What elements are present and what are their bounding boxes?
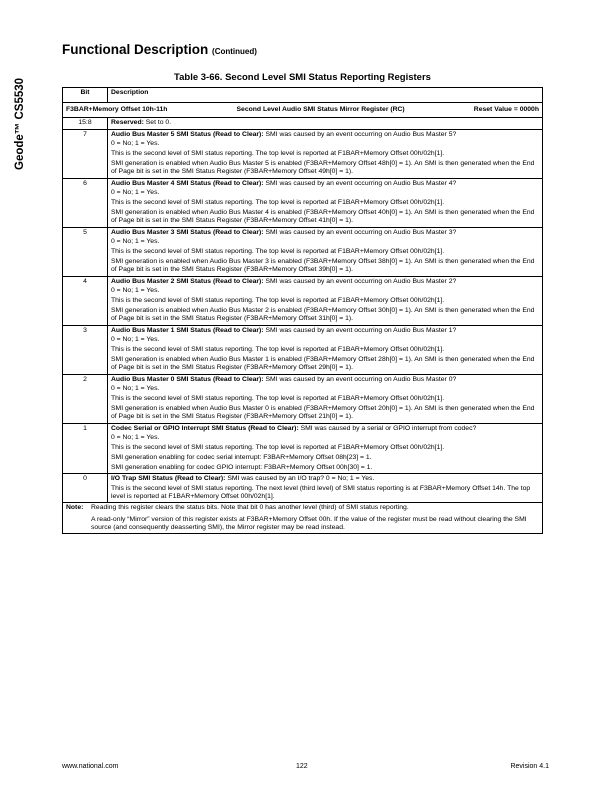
- field-detail: This is the second level of SMI status reporting. The next level (third level) of SMI status reporting is at F3BAR+Memory Offset 14h. The top level is reported at F1BAR+Memory Offset 00h/02h[1].: [111, 484, 531, 501]
- register-table: [62, 87, 543, 534]
- description-cell: [108, 423, 543, 473]
- field-summary-text: SMI was caused by an event occurring on Audio Bus Master 5?: [263, 130, 457, 138]
- note-row: [63, 503, 543, 534]
- field-detail: SMI generation enabling for codec GPIO interrupt: F3BAR+Memory Offset 00h[30] = 1.: [111, 463, 373, 471]
- field-detail: SMI generation is enabled when Audio Bus Master 5 is enabled (F3BAR+Memory Offset 48h[0] = 1). An SMI is then generated when the End of Page bit is set in the SMI Status Register (F3BAR+Memory Offset 49h[0] = 1).: [111, 159, 535, 176]
- field-name: Audio Bus Master 0 SMI Status (Read to Clear):: [111, 375, 264, 383]
- table-row: [63, 178, 543, 227]
- field-name: Audio Bus Master 2 SMI Status (Read to Clear):: [111, 277, 264, 285]
- description-cell: [108, 276, 543, 325]
- field-summary-text: SMI was caused by an event occurring on Audio Bus Master 0?: [263, 375, 457, 383]
- note-cell: [63, 503, 543, 534]
- field-summary-text: SMI was caused by an event occurring on Audio Bus Master 2?: [263, 277, 457, 285]
- field-summary: [111, 119, 539, 127]
- field-summary-text: SMI was caused by a serial or GPIO interrupt from codec?: [298, 424, 477, 432]
- field-detail: 0 = No; 1 = Yes.: [111, 238, 160, 246]
- field-summary-text: SMI was caused by an I/O trap? 0 = No; 1 = Yes.: [225, 474, 375, 482]
- register-header-row: [63, 103, 543, 118]
- field-summary: [111, 131, 539, 139]
- table-caption: Table 3-66. Second Level SMI Status Reporting Registers: [174, 72, 431, 83]
- field-detail: This is the second level of SMI status reporting. The top level is reported at F1BAR+Memory Offset 00h/02h[1].: [111, 150, 445, 158]
- field-detail: 0 = No; 1 = Yes.: [111, 140, 160, 148]
- bit-cell: 3: [63, 325, 108, 374]
- field-name: Audio Bus Master 5 SMI Status (Read to Clear):: [111, 130, 264, 138]
- field-detail: This is the second level of SMI status reporting. The top level is reported at F1BAR+Memory Offset 00h/02h[1].: [111, 346, 445, 354]
- description-cell: [108, 325, 543, 374]
- description-cell: [108, 227, 543, 276]
- bit-cell: 7: [63, 129, 108, 178]
- field-summary: [111, 278, 539, 286]
- product-side-title: [14, 40, 34, 170]
- field-name: Reserved:: [111, 119, 144, 127]
- table-row: [63, 325, 543, 374]
- field-detail: SMI generation is enabled when Audio Bus Master 2 is enabled (F3BAR+Memory Offset 30h[0] = 1). An SMI is then generated when the End of Page bit is set in the SMI Status Register (F3BAR+Memory Offset 31h[0] = 1).: [111, 306, 535, 323]
- field-summary-text: SMI was caused by an event occurring on Audio Bus Master 4?: [263, 179, 457, 187]
- field-detail: 0 = No; 1 = Yes.: [111, 336, 160, 344]
- table-row: [63, 227, 543, 276]
- bit-cell: 5: [63, 227, 108, 276]
- table-row: [63, 473, 543, 502]
- bit-cell: 6: [63, 178, 108, 227]
- table-row: [63, 374, 543, 423]
- field-summary-text: Set to 0.: [143, 119, 172, 127]
- field-summary: [111, 376, 539, 384]
- section-title: Functional Description: [62, 42, 209, 57]
- bit-column-header: Bit: [63, 88, 108, 103]
- field-name: I/O Trap SMI Status (Read to Clear):: [111, 474, 226, 482]
- footer-page-number: 122: [296, 763, 308, 770]
- page-title: [62, 42, 257, 57]
- note-paragraph: A read-only “Mirror” version of this register exists at F3BAR+Memory Offset 00h. If the value of the register must be read without clearing the SMI source (and consequently deasserting SMI), the Mirror register may be read instead.: [91, 515, 527, 531]
- field-detail: This is the second level of SMI status reporting. The top level is reported at F1BAR+Memory Offset 00h/02h[1].: [111, 248, 445, 256]
- field-summary: [111, 229, 539, 237]
- bit-cell: 1: [63, 423, 108, 473]
- field-detail: 0 = No; 1 = Yes.: [111, 189, 160, 197]
- field-detail: This is the second level of SMI status reporting. The top level is reported at F1BAR+Memory Offset 00h/02h[1].: [111, 444, 445, 452]
- register-reset-value: Reset Value = 0000h: [473, 106, 539, 113]
- bit-cell: 4: [63, 276, 108, 325]
- footer-revision: Revision 4.1: [510, 763, 549, 770]
- table-row: [63, 423, 543, 473]
- field-detail: This is the second level of SMI status reporting. The top level is reported at F1BAR+Memory Offset 00h/02h[1].: [111, 199, 445, 207]
- field-detail: This is the second level of SMI status reporting. The top level is reported at F1BAR+Memory Offset 00h/02h[1].: [111, 297, 445, 305]
- bit-cell: 0: [63, 473, 108, 502]
- field-name: Audio Bus Master 1 SMI Status (Read to Clear):: [111, 326, 264, 334]
- field-detail: SMI generation is enabled when Audio Bus Master 1 is enabled (F3BAR+Memory Offset 28h[0] = 1). An SMI is then generated when the End of Page bit is set in the SMI Status Register (F3BAR+Memory Offset 29h[0] = 1).: [111, 355, 535, 372]
- description-cell: [108, 473, 543, 502]
- field-detail: SMI generation enabling for codec serial interrupt: F3BAR+Memory Offset 08h[23] = 1.: [111, 453, 372, 461]
- field-detail: SMI generation is enabled when Audio Bus Master 4 is enabled (F3BAR+Memory Offset 40h[0] = 1). An SMI is then generated when the End of Page bit is set in the SMI Status Register (F3BAR+Memory Offset 41h[0] = 1).: [111, 208, 535, 225]
- description-cell: [108, 118, 543, 129]
- table-row: [63, 118, 543, 129]
- description-column-header: Description: [108, 88, 543, 103]
- table-header-row: [63, 88, 543, 103]
- side-title-text: Geode™ CS5530: [14, 77, 26, 170]
- field-summary-text: SMI was caused by an event occurring on Audio Bus Master 3?: [263, 228, 457, 236]
- field-summary: [111, 327, 539, 335]
- field-detail: This is the second level of SMI status reporting. The top level is reported at F1BAR+Memory Offset 00h/02h[1].: [111, 395, 445, 403]
- register-name: Second Level Audio SMI Status Mirror Register (RC): [236, 106, 405, 113]
- description-cell: [108, 129, 543, 178]
- field-summary: [111, 180, 539, 188]
- field-summary-text: SMI was caused by an event occurring on Audio Bus Master 1?: [263, 326, 457, 334]
- field-detail: SMI generation is enabled when Audio Bus Master 0 is enabled (F3BAR+Memory Offset 20h[0] = 1). An SMI is then generated when the End of Page bit is set in the SMI Status Register (F3BAR+Memory Offset 21h[0] = 1).: [111, 404, 535, 421]
- field-name: Codec Serial or GPIO Interrupt SMI Status (Read to Clear):: [111, 424, 299, 432]
- field-detail: 0 = No; 1 = Yes.: [111, 385, 160, 393]
- field-detail: SMI generation is enabled when Audio Bus Master 3 is enabled (F3BAR+Memory Offset 38h[0] = 1). An SMI is then generated when the End of Page bit is set in the SMI Status Register (F3BAR+Memory Offset 39h[0] = 1).: [111, 257, 535, 274]
- table-row: [63, 129, 543, 178]
- register-header-cell: [63, 103, 543, 118]
- register-offset: F3BAR+Memory Offset 10h-11h: [66, 106, 168, 113]
- bit-cell: 15:8: [63, 118, 108, 129]
- description-cell: [108, 374, 543, 423]
- field-name: Audio Bus Master 4 SMI Status (Read to Clear):: [111, 179, 264, 187]
- note-label: Note:: [66, 504, 84, 512]
- bit-cell: 2: [63, 374, 108, 423]
- footer-url: www.national.com: [62, 763, 119, 770]
- field-summary: [111, 425, 539, 433]
- note-text: [91, 504, 539, 532]
- field-name: Audio Bus Master 3 SMI Status (Read to Clear):: [111, 228, 264, 236]
- note-paragraph: Reading this register clears the status bits. Note that bit 0 has another level (third) of SMI status reporting.: [91, 504, 409, 512]
- table-row: [63, 276, 543, 325]
- description-cell: [108, 178, 543, 227]
- field-summary: [111, 475, 539, 483]
- section-title-suffix: (Continued): [212, 47, 257, 56]
- field-detail: 0 = No; 1 = Yes.: [111, 434, 160, 442]
- field-detail: 0 = No; 1 = Yes.: [111, 287, 160, 295]
